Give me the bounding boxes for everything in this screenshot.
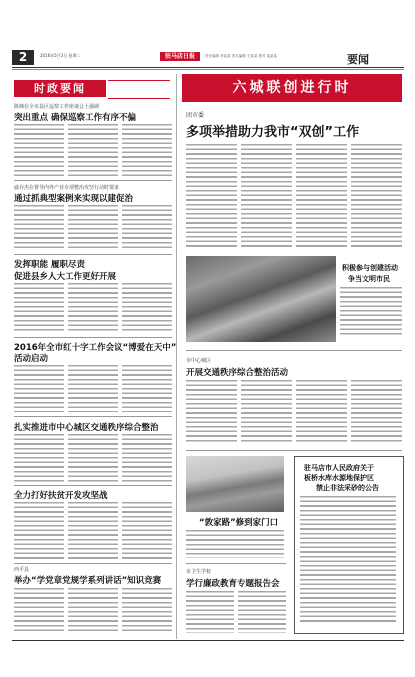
- b4-col: [238, 591, 286, 633]
- article-6-body: [14, 502, 172, 560]
- article-7-body: [14, 588, 172, 634]
- b4-body: [186, 591, 286, 633]
- b1-col: [241, 380, 292, 444]
- header-rule-thin: [12, 69, 404, 70]
- article-4-headline: 2016年全市红十字工作会议“博爱在天中”: [14, 343, 177, 353]
- newspaper-logo: 驻马店日报: [160, 52, 200, 61]
- b1-col: [296, 380, 347, 444]
- divider: [14, 254, 172, 255]
- divider: [14, 416, 172, 417]
- article-4-col: [122, 365, 172, 412]
- photo-caption-text: [340, 287, 402, 337]
- banner-decoration: [108, 80, 170, 99]
- notice-body: [300, 496, 396, 622]
- column-divider: [176, 74, 177, 639]
- article-4-headline-cont: 活动启动: [14, 354, 49, 364]
- lead-col: [186, 144, 237, 250]
- article-2-col: [122, 205, 172, 250]
- article-7-headline: 举办“学党章党规学系列讲话”知识竞赛: [14, 576, 162, 586]
- lead-col: [241, 144, 292, 250]
- article-7-col: [14, 588, 64, 634]
- notice-title-line2: 板桥水库水源地保护区: [304, 474, 374, 482]
- article-2-kicker: 戚存杰在督导内外产业专项整治攻坚行动时要求: [14, 185, 120, 191]
- article-3-col: [68, 283, 118, 333]
- article-7-kicker: 西平县: [14, 567, 30, 573]
- article-6-col: [14, 502, 64, 560]
- b4-headline: 学行廉政教育专题报告会: [186, 579, 280, 589]
- article-1-col: [122, 124, 172, 176]
- divider: [186, 350, 402, 351]
- article-3-col: [122, 283, 172, 333]
- article-5-headline: 扎实推进市中心城区交通秩序综合整治: [14, 423, 159, 433]
- article-2-body: [14, 205, 172, 250]
- b1-headline: 开展交通秩序综合整治活动: [186, 368, 289, 378]
- article-1-col: [68, 124, 118, 176]
- divider: [14, 485, 172, 486]
- article-7-col: [68, 588, 118, 634]
- b1-col: [351, 380, 402, 444]
- article-1-col: [14, 124, 64, 176]
- article-4-col: [68, 365, 118, 412]
- article-6-col: [68, 502, 118, 560]
- article-3-col: [14, 283, 64, 333]
- footer-rule: [12, 640, 404, 641]
- header-rule: [12, 67, 404, 68]
- article-2-col: [68, 205, 118, 250]
- b1-body: [186, 380, 402, 444]
- lead-kicker: 团市委: [186, 112, 205, 119]
- photo-caption-line1: 积极参与创建活动: [342, 264, 398, 272]
- article-5-col: [14, 434, 64, 482]
- divider: [186, 450, 402, 451]
- photo-caption-line2: 争当文明市民: [348, 275, 390, 283]
- article-3-body: [14, 283, 172, 333]
- politics-news-banner: 时政要闻: [14, 80, 106, 97]
- lead-body: [186, 144, 402, 250]
- road-photo: [186, 456, 284, 512]
- issue-date: 2016年5月3日 星期二: [40, 53, 81, 58]
- notice-title-line3: 禁止非法采砂的公告: [316, 484, 379, 492]
- article-5-body: [14, 434, 172, 482]
- lead-headline: 多项举措助力我市“双创”工作: [186, 125, 360, 140]
- article-3-kicker: 发挥职能 履职尽责: [14, 260, 85, 270]
- article-6-col: [122, 502, 172, 560]
- article-3-headline: 促进县乡人大工作更好开展: [14, 272, 117, 282]
- divider: [14, 337, 172, 338]
- notice-title-line1: 驻马店市人民政府关于: [304, 464, 374, 472]
- divider: [186, 563, 286, 564]
- editor-info: 责任编辑 李某某 美术编辑 王某某 校对 某某某: [205, 54, 278, 58]
- page-number: 2: [12, 50, 34, 65]
- article-7-col: [122, 588, 172, 634]
- article-5-col: [122, 434, 172, 482]
- b2-headline: “敦家路”修到家门口: [199, 518, 279, 528]
- six-cities-banner: 六城联创进行时: [182, 74, 402, 102]
- lead-col: [296, 144, 347, 250]
- article-1-body: [14, 124, 172, 176]
- article-1-kicker: 陈锋在全市县区巡察工作座谈会上强调: [14, 104, 100, 110]
- divider: [14, 180, 172, 181]
- b4-col: [186, 591, 234, 633]
- volunteers-photo: [186, 256, 336, 342]
- article-2-headline: 通过抓典型案例来实现以建促治: [14, 194, 134, 204]
- article-4-body: [14, 365, 172, 412]
- section-title: 要闻: [347, 53, 369, 66]
- b1-col: [186, 380, 237, 444]
- article-6-headline: 全力打好扶贫开发攻坚战: [14, 491, 108, 501]
- lead-col: [351, 144, 402, 250]
- article-4-col: [14, 365, 64, 412]
- b1-kicker: 市中心城区: [186, 358, 212, 364]
- article-5-col: [68, 434, 118, 482]
- b2-body: [186, 530, 284, 558]
- article-1-headline: 突出重点 确保巡察工作有序不偏: [14, 113, 136, 123]
- divider: [14, 563, 172, 564]
- article-2-col: [14, 205, 64, 250]
- b4-kicker: 市卫生学校: [186, 569, 212, 575]
